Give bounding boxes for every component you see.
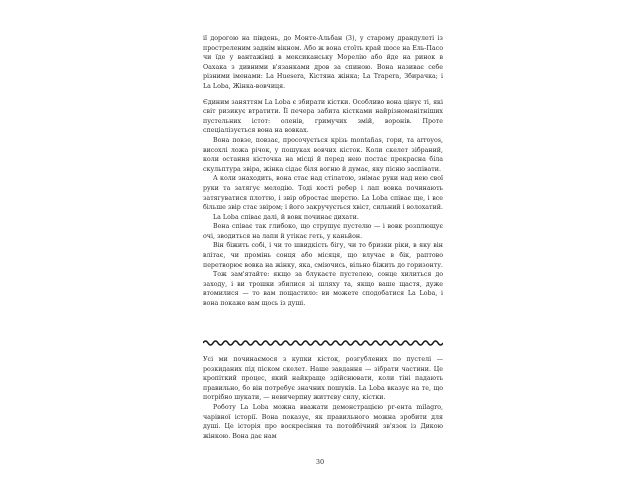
paragraph: Роботу La Loba можна вважати демонстрацією pr-ента milagro, чарівної історії. Вона показує, як правильного можна зробити для душі. Це історія про воскресіння та потойбічний зв'язок із Дикою жінкою. Вона дає нам <box>203 403 443 440</box>
paragraph: Усі ми починаємося з купки кісток, розгублених по пустелі — розкиданих під піском скелет. Наше завдання — зібрати частини. Це кропіткий процес, який найкраще здійснювати, коли тіні падають правильно, бо він потребує значних пошуків. La Loba вказує на те, що потрібно шукати, — невичерпну життєву силу, кістки. <box>203 356 443 402</box>
paragraph: ії дорогою на південь, до Монте-Альбан (3), у старому драндулеті із простреленим заднім вікном. Або ж вона стоїть край шосе на Ель-Пасо чи їде у вантажівці в мексиканську Морелію або йде на ринок в Оахака з дивними в'язанками дров за спиною. Вона називає себе різними іменами: La Huesera, Кістяна жінка; La Trapera, Збирачка; і La Loba, Жінка-вовчиця. <box>203 35 443 90</box>
paragraph: Єдиним заняттям La Loba є збирати кістки. Особливо вона цінує ті, які світ ризикує втратити. Її печера забита кістками найрізноманітніших пустельних істот: оленів, гримучих змій, воронів. Проте спеціалізується вона на вовках. <box>203 98 443 135</box>
paragraph: Він біжить собі, і чи то швидкість бігу, чи то бризки ріки, в яку він влітає, чи промінь сонця або місяця, що влучає в бік, раптово перетворює вовка на жінку, яка, сміючись, вільно біжить до горизонту. <box>203 242 443 269</box>
paragraph: Тож зам'ятайте: якщо за блукаєте пустелею, сонце хилиться до заходу, і ви трошки збилися зі шляху та, якщо ваше щастя, дуже втомилися — то вам пощастило: ви можете сподобатися La Loba, і вона покаже вам щось із душі. <box>203 271 443 308</box>
paragraph: А коли знаходить, вона стає над стілатою, знімає руки над нею свої руки та затягує мелодію. Тоді кості ребер і лап вовка починають затягуватися плоттю, і звір обростає шерстю. La Loba співає ще, і все більше звір стає звіром; і його закручується хвіст, сильний і волохатий. <box>203 175 443 212</box>
paragraph: La Loba співає далі, й вовк починає дихати. <box>213 213 359 221</box>
page-number: 30 <box>315 458 325 466</box>
upper-text-block <box>203 34 443 309</box>
wave-divider-icon <box>203 337 443 349</box>
lower-text-block <box>203 355 443 441</box>
paragraph: Вона співає так глибоко, що струшує пустелю — і вовк розплющує очі, зводиться на лапи й утікає геть, у каньйон. <box>203 223 443 240</box>
paragraph: Вона повзе, повзає, просочується крізь montañas, гори, та arroyos, висохлі ложа річок, у пошуках вовчих кісток. Коли скелет зібраний, коли остання кісточка на місці й перед нею постає прекрасна біла скульптура звіра, жінка сідає біля вогню й думає, яку пісню заспівати. <box>203 136 443 173</box>
